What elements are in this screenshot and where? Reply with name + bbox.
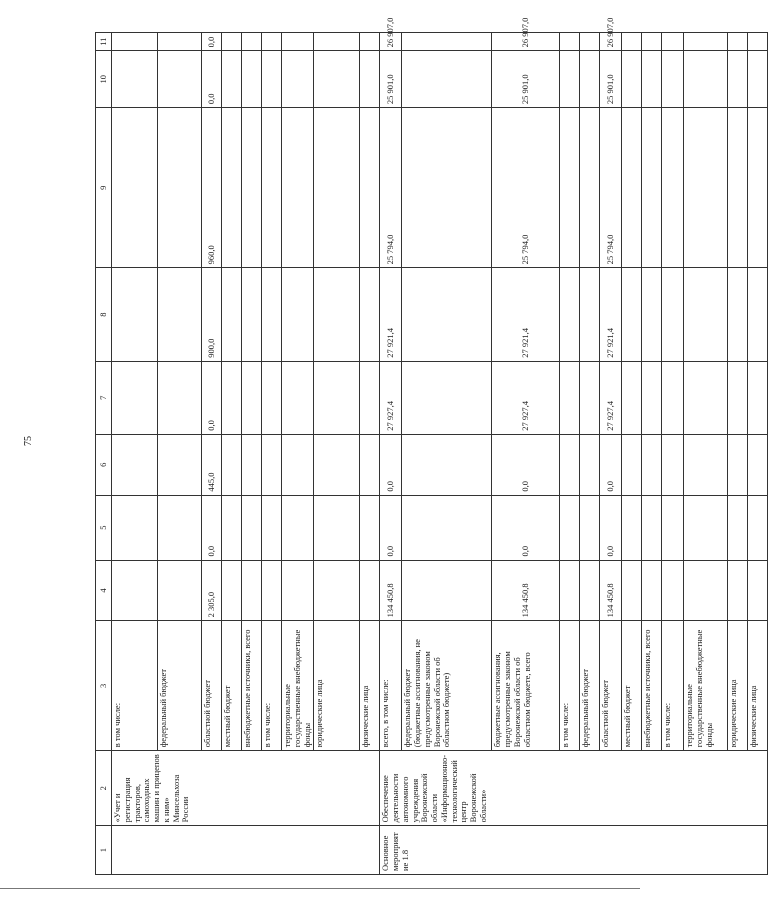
value-cell: 445,0: [202, 434, 222, 495]
value-cell: [580, 434, 600, 495]
header-cell: 3: [96, 621, 112, 751]
value-cell: 27 927,4: [600, 361, 622, 434]
value-cell: [622, 434, 642, 495]
value-cell: [560, 51, 580, 108]
value-cell: [662, 495, 684, 560]
header-cell: 6: [96, 434, 112, 495]
value-cell: [262, 361, 282, 434]
value-cell: [282, 108, 314, 268]
value-cell: [642, 434, 662, 495]
value-cell: [748, 268, 768, 361]
value-cell: [662, 33, 684, 51]
value-cell: [314, 33, 360, 51]
value-cell: [262, 33, 282, 51]
value-cell: [560, 361, 580, 434]
value-cell: [622, 361, 642, 434]
header-cell: 11: [96, 33, 112, 51]
value-cell: [560, 434, 580, 495]
value-cell: 0,0: [202, 33, 222, 51]
value-cell: [360, 495, 380, 560]
value-cell: [112, 361, 158, 434]
funding-source-cell: в том числе:: [560, 621, 580, 751]
value-cell: [158, 495, 202, 560]
value-cell: [158, 108, 202, 268]
value-cell: [662, 361, 684, 434]
value-cell: [580, 361, 600, 434]
value-cell: 25 794,0: [380, 108, 402, 268]
value-cell: [360, 108, 380, 268]
value-cell: [402, 33, 492, 51]
value-cell: [402, 560, 492, 621]
value-cell: [112, 51, 158, 108]
value-cell: [684, 268, 728, 361]
funding-source-cell: федеральный бюджет (бюджетные ассигнования, не предусмотренные законом Воронежской области об областном бюджете): [402, 621, 492, 751]
value-cell: [622, 51, 642, 108]
value-cell: [242, 361, 262, 434]
value-cell: 0,0: [202, 361, 222, 434]
header-cell: 7: [96, 361, 112, 434]
value-cell: [262, 560, 282, 621]
value-cell: [728, 51, 748, 108]
value-cell: [684, 434, 728, 495]
budget-table: [95, 17, 768, 875]
value-cell: [112, 560, 158, 621]
table-row: [642, 33, 662, 875]
value-cell: [402, 51, 492, 108]
value-cell: [642, 33, 662, 51]
value-cell: 960,0: [202, 108, 222, 268]
funding-source-cell: физические лица: [360, 621, 380, 751]
value-cell: [580, 560, 600, 621]
value-cell: [360, 268, 380, 361]
table-row: [684, 33, 728, 875]
value-cell: [748, 108, 768, 268]
rotated-page-content: [95, 17, 759, 875]
value-cell: [158, 33, 202, 51]
value-cell: 25 901,0: [380, 51, 402, 108]
value-cell: [642, 361, 662, 434]
value-cell: [580, 108, 600, 268]
value-cell: 0,0: [600, 434, 622, 495]
funding-source-cell: местный бюджет: [622, 621, 642, 751]
value-cell: [642, 51, 662, 108]
value-cell: [158, 434, 202, 495]
value-cell: [662, 51, 684, 108]
table-row: [112, 33, 158, 875]
value-cell: [158, 560, 202, 621]
value-cell: 27 927,4: [380, 361, 402, 434]
value-cell: [662, 268, 684, 361]
table-row: [360, 33, 380, 875]
value-cell: [282, 268, 314, 361]
value-cell: [112, 434, 158, 495]
table-row: [402, 33, 492, 875]
value-cell: 0,0: [492, 434, 560, 495]
value-cell: [314, 268, 360, 361]
value-cell: [262, 495, 282, 560]
value-cell: 27 921,4: [492, 268, 560, 361]
value-cell: [314, 108, 360, 268]
value-cell: [314, 434, 360, 495]
value-cell: [112, 108, 158, 268]
value-cell: 25 794,0: [492, 108, 560, 268]
value-cell: [642, 495, 662, 560]
value-cell: [402, 361, 492, 434]
value-cell: [402, 108, 492, 268]
table-row: [662, 33, 684, 875]
table-row: [728, 33, 748, 875]
value-cell: 25 794,0: [600, 108, 622, 268]
value-cell: [622, 33, 642, 51]
funding-source-cell: внебюджетные источники, всего: [242, 621, 262, 751]
funding-source-cell: внебюджетные источники, всего: [642, 621, 662, 751]
block1-rows: [112, 33, 380, 875]
funding-source-cell: физические лица: [748, 621, 768, 751]
table-row: [242, 33, 262, 875]
measure-name-cell: Обеспечение деятельности автономного учреждения Воронежской области «Информационно-технологический центр Воронежской области»: [380, 751, 768, 826]
value-cell: [282, 51, 314, 108]
value-cell: [262, 51, 282, 108]
value-cell: [262, 268, 282, 361]
value-cell: 0,0: [380, 495, 402, 560]
value-cell: [314, 560, 360, 621]
value-cell: [222, 560, 242, 621]
value-cell: [262, 434, 282, 495]
header-cell: 5: [96, 495, 112, 560]
value-cell: [748, 51, 768, 108]
value-cell: 134 450,8: [600, 560, 622, 621]
value-cell: 134 450,8: [380, 560, 402, 621]
value-cell: [728, 560, 748, 621]
value-cell: [112, 495, 158, 560]
funding-source-cell: юридические лица: [314, 621, 360, 751]
value-cell: [242, 108, 262, 268]
value-cell: [282, 560, 314, 621]
table-row: [262, 33, 282, 875]
value-cell: [242, 434, 262, 495]
table-row: [202, 33, 222, 875]
table-row: [560, 33, 580, 875]
value-cell: [222, 361, 242, 434]
value-cell: [728, 33, 748, 51]
value-cell: [684, 108, 728, 268]
value-cell: 900,0: [202, 268, 222, 361]
table-row: [380, 33, 402, 875]
table-row: [314, 33, 360, 875]
value-cell: [222, 268, 242, 361]
value-cell: [728, 495, 748, 560]
value-cell: [684, 560, 728, 621]
table-row: [580, 33, 600, 875]
funding-source-cell: всего, в том числе:: [380, 621, 402, 751]
value-cell: [748, 495, 768, 560]
value-cell: [282, 33, 314, 51]
value-cell: [748, 560, 768, 621]
value-cell: [560, 495, 580, 560]
value-cell: [560, 268, 580, 361]
value-cell: [158, 361, 202, 434]
value-cell: [242, 51, 262, 108]
header-cell: 1: [96, 826, 112, 875]
value-cell: 0,0: [492, 495, 560, 560]
value-cell: [622, 495, 642, 560]
header-cell: 4: [96, 560, 112, 621]
value-cell: [222, 33, 242, 51]
measure-name-cell: «Учет и регистрация тракторов, самоходных машин и прицепов к ним» Минсельхоза России: [112, 751, 380, 826]
value-cell: [112, 33, 158, 51]
value-cell: [360, 434, 380, 495]
value-cell: [662, 560, 684, 621]
funding-source-cell: местный бюджет: [222, 621, 242, 751]
table-row: [748, 33, 768, 875]
value-cell: [642, 108, 662, 268]
value-cell: [580, 495, 600, 560]
value-cell: [112, 268, 158, 361]
value-cell: [622, 268, 642, 361]
header-cell: 10: [96, 51, 112, 108]
value-cell: 0,0: [380, 434, 402, 495]
value-cell: [360, 33, 380, 51]
value-cell: [684, 33, 728, 51]
funding-source-cell: в том числе:: [662, 621, 684, 751]
value-cell: 27 921,4: [380, 268, 402, 361]
value-cell: [748, 33, 768, 51]
value-cell: [662, 108, 684, 268]
table-row: [600, 33, 622, 875]
value-cell: [282, 434, 314, 495]
value-cell: 25 901,0: [492, 51, 560, 108]
value-cell: [748, 361, 768, 434]
funding-source-cell: в том числе:: [262, 621, 282, 751]
value-cell: [314, 495, 360, 560]
value-cell: [158, 268, 202, 361]
table-row: [282, 33, 314, 875]
value-cell: 27 921,4: [600, 268, 622, 361]
value-cell: 0,0: [600, 495, 622, 560]
value-cell: [222, 434, 242, 495]
value-cell: [402, 434, 492, 495]
value-cell: [402, 495, 492, 560]
value-cell: [728, 268, 748, 361]
header-cell: 2: [96, 751, 112, 826]
table-row: [622, 33, 642, 875]
value-cell: [642, 268, 662, 361]
funding-source-cell: бюджетные ассигнования, предусмотренные законом Воронежской области об областном бюджете, всего: [492, 621, 560, 751]
value-cell: [242, 495, 262, 560]
value-cell: [684, 495, 728, 560]
value-cell: 26 907,0: [492, 33, 560, 51]
value-cell: 0,0: [202, 51, 222, 108]
value-cell: 26 907,0: [380, 33, 402, 51]
value-cell: [314, 361, 360, 434]
value-cell: [580, 33, 600, 51]
measure-label-cell: [112, 826, 380, 875]
value-cell: [282, 361, 314, 434]
block2-rows: [380, 17, 768, 875]
value-cell: [402, 268, 492, 361]
value-cell: [222, 51, 242, 108]
value-cell: [622, 560, 642, 621]
value-cell: [360, 361, 380, 434]
value-cell: [262, 108, 282, 268]
table-row: [158, 33, 202, 875]
value-cell: [580, 51, 600, 108]
value-cell: [242, 560, 262, 621]
funding-source-cell: областной бюджет: [202, 621, 222, 751]
value-cell: [158, 51, 202, 108]
table-row: [492, 33, 560, 875]
value-cell: [222, 495, 242, 560]
value-cell: 0,0: [202, 495, 222, 560]
value-cell: [360, 51, 380, 108]
value-cell: [242, 33, 262, 51]
value-cell: [728, 108, 748, 268]
funding-source-cell: территориальные государственные внебюджетные фонды: [684, 621, 728, 751]
measure-label-cell: Основное мероприятие 1.8: [380, 826, 768, 875]
value-cell: 26 907,0: [600, 33, 622, 51]
footer-rule: [0, 888, 640, 889]
table-row: [222, 33, 242, 875]
value-cell: 134 450,8: [492, 560, 560, 621]
value-cell: [314, 51, 360, 108]
funding-source-cell: юридические лица: [728, 621, 748, 751]
value-cell: [684, 51, 728, 108]
funding-source-cell: федеральный бюджет: [158, 621, 202, 751]
value-cell: [282, 495, 314, 560]
funding-source-cell: территориальные государственные внебюджетные фонды: [282, 621, 314, 751]
value-cell: [242, 268, 262, 361]
value-cell: [642, 560, 662, 621]
value-cell: [684, 361, 728, 434]
funding-source-cell: федеральный бюджет: [580, 621, 600, 751]
value-cell: 2 305,0: [202, 560, 222, 621]
value-cell: [622, 108, 642, 268]
header-cell: 8: [96, 268, 112, 361]
page-number: 75: [23, 436, 34, 446]
value-cell: [662, 434, 684, 495]
value-cell: [560, 108, 580, 268]
value-cell: 25 901,0: [600, 51, 622, 108]
value-cell: [580, 268, 600, 361]
value-cell: [728, 434, 748, 495]
value-cell: [360, 560, 380, 621]
value-cell: 27 927,4: [492, 361, 560, 434]
header-row: [96, 33, 112, 875]
value-cell: [748, 434, 768, 495]
value-cell: [560, 560, 580, 621]
value-cell: [222, 108, 242, 268]
value-cell: [728, 361, 748, 434]
header-cell: 9: [96, 108, 112, 268]
value-cell: [560, 33, 580, 51]
funding-source-cell: областной бюджет: [600, 621, 622, 751]
funding-source-cell: в том числе:: [112, 621, 158, 751]
